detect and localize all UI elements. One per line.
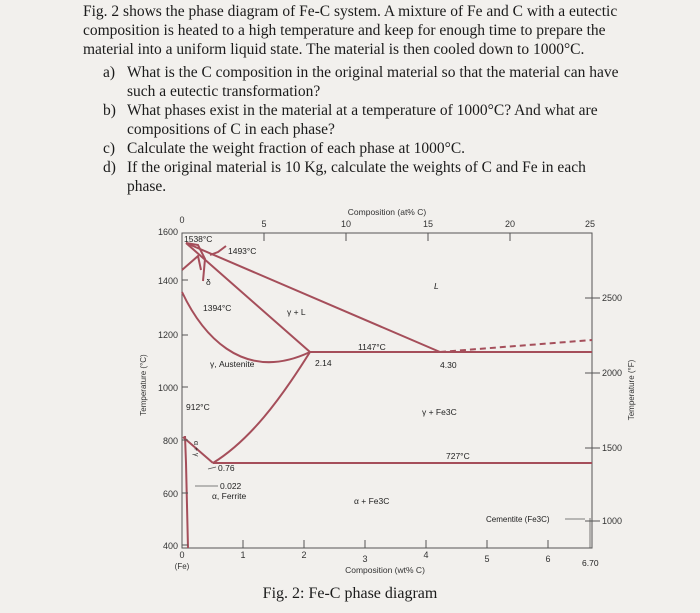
xtick-2: 2 (301, 550, 307, 560)
right-tick-labels (602, 293, 622, 526)
top-tick-labels (179, 215, 595, 229)
xtick-0: 0 (179, 550, 185, 560)
ytick-400: 400 (162, 541, 178, 551)
xtick-6: 6 (545, 554, 551, 564)
question-b: b) What phases exist in the material at a temperature of 1000°C? And what are compositions of C in each phase? (103, 102, 598, 138)
question-c: c) Calculate the weight fraction of each phase at 1000°C. (103, 140, 466, 157)
liquidus-right (186, 243, 440, 352)
region-austenite: γ, Austenite (210, 359, 255, 369)
label-912: 912°C (186, 402, 210, 412)
bottom-axis-ticks (243, 540, 548, 548)
ytick-1400: 1400 (157, 276, 178, 286)
region-alpha-fe3c: α + Fe3C (354, 496, 390, 506)
liquidus-left (186, 243, 205, 281)
xtick-4: 4 (423, 550, 429, 560)
label-0-022: 0.022 (220, 481, 242, 491)
ytick-right-1000: 1000 (602, 516, 623, 526)
ytick-right-1500: 1500 (602, 443, 623, 453)
xtick-5: 5 (484, 554, 490, 564)
label-1538: 1538°C (184, 234, 213, 244)
right-axis-title: Temperature (°F) (627, 359, 636, 421)
region-labels (192, 277, 550, 524)
label-727: 727°C (446, 451, 470, 461)
annotation-pointers (195, 467, 590, 548)
ytick-600: 600 (162, 489, 178, 499)
left-axis-title: Temperature (°C) (139, 354, 148, 416)
region-L: L (434, 281, 439, 291)
label-6-70: 6.70 (582, 558, 599, 568)
region-cementite: Cementite (Fe3C) (486, 515, 550, 524)
question-a: a) What is the C composition in the original material so that the material can have such a eutectic transformation? (103, 64, 619, 100)
question-d: d) If the original material is 10 Kg, calculate the weights of C and Fe in each phase. (103, 159, 586, 195)
xtick-top-20: 20 (504, 219, 516, 229)
xtick-top-0: 0 (179, 215, 185, 225)
figure-caption: Fig. 2: Fe-C phase diagram (262, 585, 438, 602)
label-4-30: 4.30 (440, 360, 457, 370)
region-ferrite: α, Ferrite (212, 491, 247, 501)
top-axis-label: Composition (at% C) (347, 207, 427, 217)
xtick-top-25: 25 (584, 219, 596, 229)
xtick-top-5: 5 (261, 219, 267, 229)
alpha-solvus (185, 436, 188, 548)
ytick-right-2000: 2000 (602, 368, 623, 378)
xtick-top-10: 10 (340, 219, 352, 229)
label-2-14: 2.14 (315, 358, 332, 368)
left-tick-labels (158, 227, 178, 551)
region-gamma-L: γ + L (287, 307, 306, 317)
ytick-800: 800 (162, 436, 178, 446)
ytick-1200: 1200 (157, 330, 178, 340)
xtick-1: 1 (240, 550, 246, 560)
xtick-3: 3 (362, 554, 368, 564)
region-gamma-fe3c: γ + Fe3C (422, 407, 457, 417)
ytick-1600: 1600 (157, 227, 178, 237)
bottom-axis-label: Composition (wt% C) (345, 565, 425, 575)
region-delta: δ (206, 277, 211, 287)
ytick-right-2500: 2500 (602, 293, 623, 303)
fe-label: (Fe) (174, 562, 190, 571)
label-0-76: 0.76 (218, 463, 235, 473)
region-alpha-gamma: α + γ (192, 441, 199, 457)
xtick-top-15: 15 (422, 219, 434, 229)
problem-intro: Fig. 2 shows the phase diagram of Fe-C system. A mixture of Fe and C with a eutectic composition is heated to a high temperature and keep for enough time to prepare the material into a uniform liquid state. The material is then cooled down to 1000°C. (83, 3, 618, 58)
label-1394: 1394°C (203, 303, 232, 313)
gamma-boundary-upper (182, 292, 310, 362)
top-axis-ticks (264, 233, 510, 241)
bottom-tick-labels (179, 550, 550, 564)
label-1147: 1147°C (358, 342, 386, 352)
liquidus-dashed (440, 340, 592, 352)
ytick-1000: 1000 (157, 383, 178, 393)
label-1493: 1493°C (228, 246, 257, 256)
delta-region-boundary (182, 256, 201, 270)
